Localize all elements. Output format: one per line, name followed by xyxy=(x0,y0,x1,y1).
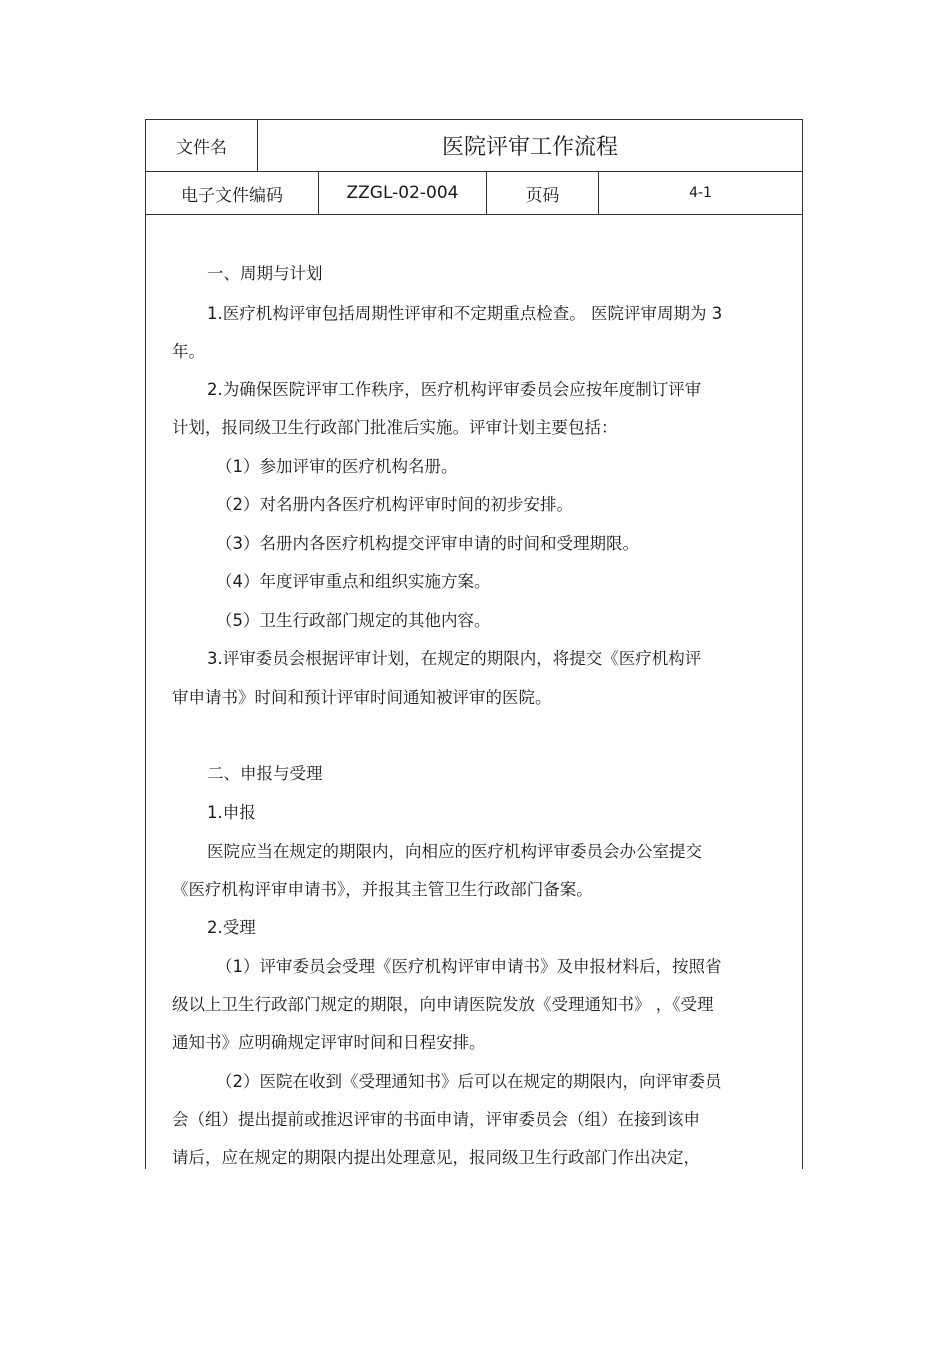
paragraph-line: （2）医院在收到《受理通知书》后可以在规定的期限内，向评审委员 xyxy=(216,1072,722,1091)
list-item: （3）名册内各医疗机构提交评审申请的时间和受理期限。 xyxy=(216,534,639,553)
paragraph-line: 3.评审委员会根据评审计划，在规定的期限内，将提交《医疗机构评 xyxy=(207,649,702,668)
subheading: 2.受理 xyxy=(207,918,256,937)
paragraph-line: 1.医疗机构评审包括周期性评审和不定期重点检查。 医院评审周期为 3 xyxy=(207,304,723,323)
paragraph-line: （1）评审委员会受理《医疗机构评审申请书》及申报材料后，按照省 xyxy=(216,957,722,976)
list-item: （1）参加评审的医疗机构名册。 xyxy=(216,457,458,476)
file-name-label: 文件名 xyxy=(146,120,258,171)
subheading: 1.申报 xyxy=(207,803,256,822)
list-item: （5）卫生行政部门规定的其他内容。 xyxy=(216,611,491,630)
list-item: （4）年度评审重点和组织实施方案。 xyxy=(216,572,491,591)
paragraph-line: 审申请书》时间和预计评审时间通知被评审的医院。 xyxy=(172,688,552,707)
paragraph-line: 通知书》应明确规定评审时间和日程安排。 xyxy=(172,1033,486,1052)
section-heading-2: 二、申报与受理 xyxy=(207,764,323,783)
page-label: 页码 xyxy=(487,172,599,214)
paragraph-line: 级以上卫生行政部门规定的期限，向申请医院发放《受理通知书》 ，《受理 xyxy=(172,995,714,1014)
paragraph-line: 2.为确保医院评审工作秩序，医疗机构评审委员会应按年度制订评审 xyxy=(207,380,702,399)
paragraph-line: 医院应当在规定的期限内，向相应的医疗机构评审委员会办公室提交 xyxy=(207,842,702,861)
code-label: 电子文件编码 xyxy=(146,172,319,214)
code-value: ZZGL-02-004 xyxy=(319,172,487,214)
list-item: （2）对名册内各医疗机构评审时间的初步安排。 xyxy=(216,495,573,514)
paragraph-line: 计划，报同级卫生行政部门批准后实施。评审计划主要包括： xyxy=(172,418,618,437)
paragraph-line: 年。 xyxy=(172,342,205,361)
section-heading-1: 一、周期与计划 xyxy=(207,264,323,283)
paragraph-line: 《医疗机构评审申请书》，并报其主管卫生行政部门备案。 xyxy=(172,880,593,899)
paragraph-line: 请后，应在规定的期限内提出处理意见，报同级卫生行政部门作出决定， xyxy=(172,1148,700,1167)
paragraph-line: 会（组）提出提前或推迟评审的书面申请，评审委员会（组）在接到该申 xyxy=(172,1110,700,1129)
page-value: 4-1 xyxy=(689,185,712,201)
document-title: 医院评审工作流程 xyxy=(441,135,618,160)
